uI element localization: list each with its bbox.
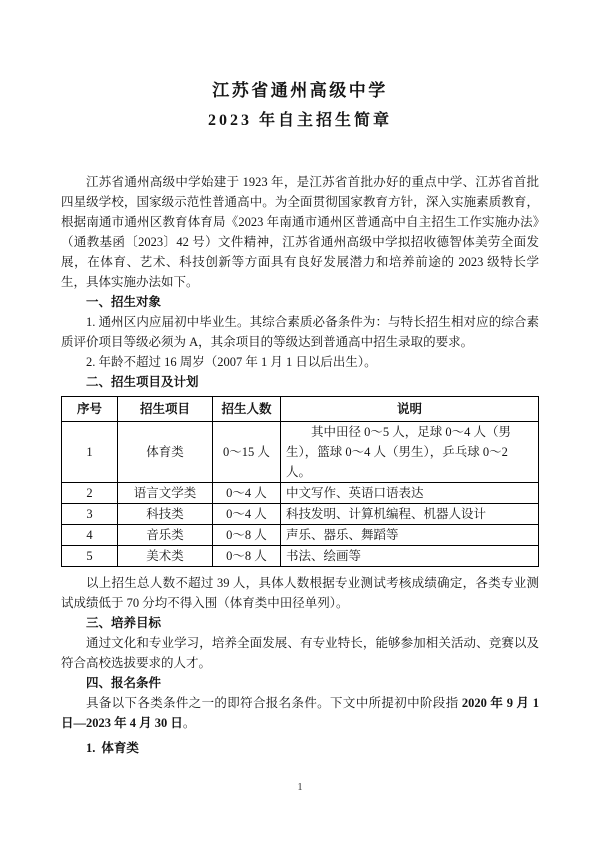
section3-heading: 三、培养目标: [86, 616, 162, 630]
cell-desc: 书法、绘画等: [281, 546, 539, 567]
table-row: [62, 483, 539, 504]
section1-item2: 2. 年龄不超过 16 周岁（2007 年 1 月 1 日以后出生）。: [86, 355, 377, 369]
header-cell-desc: 说明: [281, 397, 539, 422]
cell-project: 语言文学类: [118, 483, 213, 504]
document-subtitle: 2023 年自主招生简章: [207, 112, 392, 129]
header-cell-count: 招生人数: [213, 397, 281, 422]
table-row: [62, 525, 539, 546]
cell-project: 美术类: [118, 546, 213, 567]
cell-project: 科技类: [118, 504, 213, 525]
section4-date-range: 2020 年 9 月 1 日—2023 年 4 月 30 日: [61, 696, 539, 730]
cell-no: 2: [62, 483, 118, 504]
section4-body: [61, 693, 539, 733]
cell-desc: 中文写作、英语口语表达: [281, 483, 539, 504]
cell-desc: 其中田径 0～5 人，足球 0～4 人（男生），篮球 0～4 人（男生），乒乓球 0～2 人。: [281, 422, 539, 483]
section4-sub-heading-sports: [61, 738, 539, 758]
enrollment-table: [61, 396, 539, 567]
cell-count: 0～8 人: [213, 546, 281, 567]
section4-heading: 四、报名条件: [86, 676, 162, 690]
cell-no: 5: [62, 546, 118, 567]
cell-no: 1: [62, 422, 118, 483]
cell-count: 0～8 人: [213, 525, 281, 546]
document-body: [61, 172, 539, 758]
page-number: 1: [297, 782, 303, 793]
table-row: [62, 422, 539, 483]
cell-desc: 科技发明、计算机编程、机器人设计: [281, 504, 539, 525]
cell-no: 4: [62, 525, 118, 546]
table-header-row: [62, 397, 539, 422]
cell-project: 音乐类: [118, 525, 213, 546]
header-cell-no: 序号: [62, 397, 118, 422]
cell-no: 3: [62, 504, 118, 525]
table-row: [62, 546, 539, 567]
section1-item1: 1. 通州区内应届初中毕业生。其综合素质必备条件为：与特长招生相对应的综合素质评价项目等级必须为 A，其余项目的等级达到普通高中招生录取的要求。: [61, 315, 539, 349]
cell-desc: 声乐、器乐、舞蹈等: [281, 525, 539, 546]
document-title: 江苏省通州高级中学: [212, 81, 388, 100]
sub-heading-label: 体育类: [101, 741, 139, 755]
section1-heading: 一、招生对象: [86, 295, 162, 309]
section3-body: 通过文化和专业学习，培养全面发展、有专业特长，能够参加相关活动、竞赛以及符合高校选拔要求的人才。: [61, 636, 539, 670]
enrollment-total-note: 以上招生总人数不超过 39 人，具体人数根据专业测试考核成绩确定，各类专业测试成绩低于 70 分均不得入围（体育类中田径单列）。: [61, 576, 539, 610]
section2-heading: 二、招生项目及计划: [86, 375, 199, 389]
table-row: [62, 504, 539, 525]
section4-body-prefix: 具备以下各类条件之一的即符合报名条件。下文中所提初中阶段指: [86, 696, 462, 710]
cell-count: 0～15 人: [213, 422, 281, 483]
cell-count: 0～4 人: [213, 504, 281, 525]
sub-heading-number: 1.: [86, 741, 96, 755]
section4-body-suffix: 。: [182, 716, 196, 730]
intro-paragraph: 江苏省通州高级中学始建于 1923 年，是江苏省首批办好的重点中学、江苏省首批四星级学校，国家级示范性普通高中。为全面贯彻国家教育方针，深入实施素质教育，根据南通市通州区教育体育局《2023 年南通市通州区普通高中自主招生工作实施办法》（通教基函〔2023〕42 号）文件精神，江苏省通州高级中学拟招收德智体美劳全面发展，在体育、艺术、科技创新等方面具有良好发展潜力和培养前途的 2023 级特长学生，具体实施办法如下。: [61, 175, 539, 289]
cell-count: 0～4 人: [213, 483, 281, 504]
cell-project: 体育类: [118, 422, 213, 483]
header-cell-project: 招生项目: [118, 397, 213, 422]
